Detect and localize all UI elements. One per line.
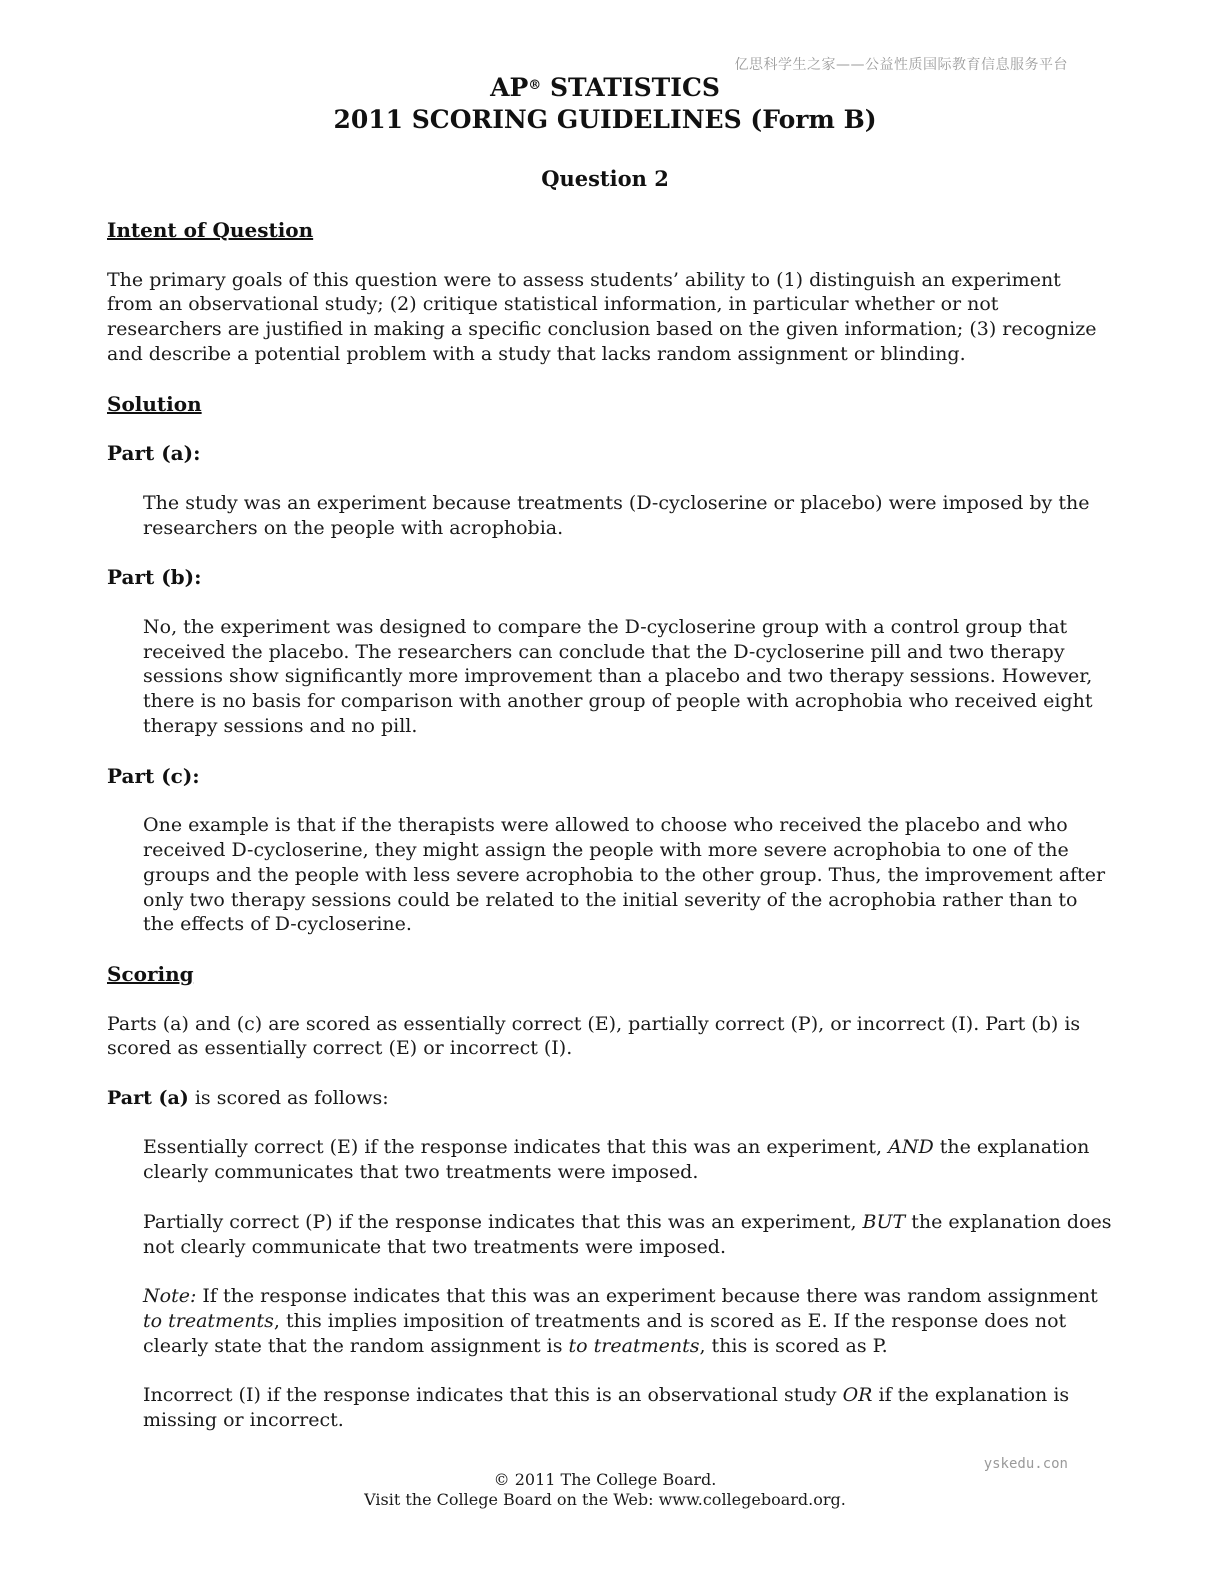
e-emphasis: AND	[888, 1136, 934, 1159]
footer-visit: Visit the College Board on the Web: www.collegeboard.org.	[364, 1490, 846, 1509]
registered-mark: ®	[528, 78, 542, 93]
intent-heading: Intent of Question	[107, 218, 314, 242]
scoring-intro: Parts (a) and (c) are scored as essentially correct (E), partially correct (P), or incorrect (I). Part (b) is scored as essentially correct (E) or incorrect (I).	[107, 1012, 1081, 1060]
p-emphasis: BUT	[862, 1210, 906, 1233]
document-body	[107, 218, 1112, 1433]
e-text-2: the explanation clearly communicates that two treatments were imposed.	[143, 1136, 1090, 1184]
note-text-3: , this is scored as P.	[699, 1334, 888, 1357]
intent-text: The primary goals of this question were to assess students’ ability to (1) distinguish an experiment from an observational study; (2) critique statistical information, in particular whether or not researchers are justified in making a specific conclusion based on the given information; (3) recognize and describe a potential problem with a study that lacks random assignment or blinding.	[107, 268, 1097, 365]
solution-part-c-label: Part (c):	[107, 763, 200, 788]
solution-part-a-text: The study was an experiment because treatments (D-cycloserine or placebo) were imposed by the researchers on the people with acrophobia.	[143, 491, 1090, 539]
note-text-2: , this implies imposition of treatments and is scored as E. If the response does not clearly state that the random assignment is	[143, 1310, 1067, 1357]
title-line-1	[0, 72, 1210, 104]
solution-part-b-label: Part (b):	[107, 565, 202, 590]
page-footer	[0, 1470, 1210, 1510]
note-text-1: If the response indicates that this was an experiment because there was random assignment	[196, 1285, 1098, 1308]
scoring-part-a-intro	[107, 1086, 1112, 1111]
note-emphasis-2: to treatments	[568, 1334, 700, 1357]
title-line-2: 2011 SCORING GUIDELINES (Form B)	[333, 105, 877, 134]
solution-part-b-text: No, the experiment was designed to compare the D-cycloserine group with a control group that received the placebo. The researchers can conclude that the D-cycloserine pill and two therapy sessions show significantly more improvement than a placebo and two therapy sessions. However, there is no basis for comparison with another group of people with acrophobia who received eight therapy sessions and no pill.	[143, 615, 1093, 737]
solution-heading: Solution	[107, 391, 202, 416]
scoring-note	[107, 1284, 1112, 1358]
i-text-2: if the explanation is missing or incorrect.	[143, 1384, 1070, 1432]
watermark-top: 亿思科学生之家——公益性质国际教育信息服务平台	[734, 57, 1068, 73]
scoring-essentially-correct	[107, 1135, 1112, 1185]
solution-part-a-label: Part (a):	[107, 441, 201, 466]
note-label: Note:	[143, 1285, 197, 1308]
note-emphasis-1: to treatments	[143, 1310, 274, 1333]
p-text-2: the explanation does not clearly communicate that two treatments were imposed.	[143, 1210, 1112, 1258]
title-suffix: STATISTICS	[541, 73, 720, 102]
scoring-partially-correct	[107, 1210, 1112, 1260]
solution-part-c-text: One example is that if the therapists were allowed to choose who received the placebo and who received D-cycloserine, they might assign the people with more severe acrophobia to one of the groups and the people with less severe acrophobia to the other group. Thus, the improvement after only two therapy sessions could be related to the initial severity of the acrophobia rather than to the effects of D-cycloserine.	[143, 814, 1106, 936]
scoring-part-a-label: Part (a)	[107, 1086, 189, 1109]
title-prefix: AP	[490, 73, 529, 102]
e-text-1: Essentially correct (E) if the response indicates that this was an experiment,	[143, 1136, 889, 1159]
p-text-1: Partially correct (P) if the response indicates that this was an experiment,	[143, 1210, 863, 1233]
scoring-part-a-suffix: is scored as follows:	[188, 1086, 389, 1109]
watermark-bottom: yskedu.con	[983, 1456, 1068, 1472]
scoring-heading: Scoring	[107, 961, 194, 986]
scoring-incorrect	[107, 1383, 1112, 1433]
i-text-1: Incorrect (I) if the response indicates that this is an observational study	[143, 1384, 843, 1407]
i-emphasis: OR	[842, 1384, 873, 1407]
footer-copyright: © 2011 The College Board.	[493, 1470, 717, 1489]
question-heading: Question 2	[541, 166, 669, 191]
page-title	[0, 72, 1210, 136]
